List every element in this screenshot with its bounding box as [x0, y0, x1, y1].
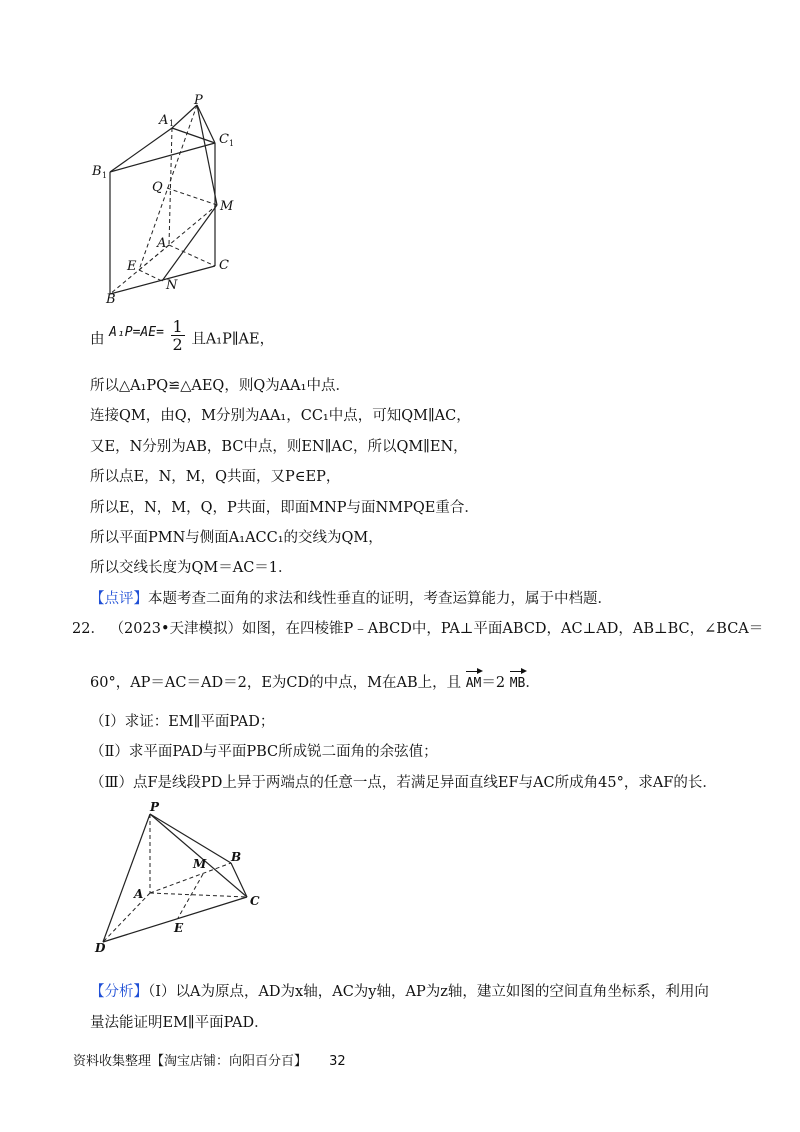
- question-3: （Ⅲ）点F是线段PD上异于两端点的任意一点，若满足异面直线EF与AC所成角45°，求AF的长．: [90, 775, 717, 791]
- label-C2: C: [250, 894, 260, 908]
- analysis-tag: 【分析】: [90, 984, 148, 1000]
- proof-line-1: 由 A₁P=AE= $\frac{1}{2}$ 且A₁P∥AE，: [90, 317, 275, 354]
- proof-line-3: 连接QM，由Q，M分别为AA₁，CC₁中点，可知QM∥AC，: [90, 408, 471, 424]
- problem-stem-1: 22． （2023•天津模拟）如图，在四棱锥P﹣ABCD中，PA⊥平面ABCD，AC⊥AD，AB⊥BC，∠BCA＝: [72, 621, 764, 637]
- page-footer: [73, 1050, 346, 1069]
- label-D2: D: [95, 941, 106, 955]
- proof-line-5: 所以点E，N，M，Q共面，又P∈EP，: [90, 469, 341, 485]
- svg-text:1: 1: [169, 119, 175, 128]
- label-C1: C: [219, 132, 229, 147]
- question-2: （Ⅱ）求平面PAD与平面PBC所成锐二面角的余弦值；: [90, 744, 438, 760]
- proof-line-4: 又E，N分别为AB，BC中点，则EN∥AC，所以QM∥EN，: [90, 439, 468, 455]
- label-B: B: [106, 292, 116, 307]
- label-B2: B: [231, 850, 242, 864]
- label-B1: B: [92, 164, 102, 179]
- analysis-line-1: 【分析】（Ⅰ）以A为原点，AD为x轴，AC为y轴，AP为z轴，建立如图的空间直角坐标系，利用向: [90, 984, 709, 1000]
- prism-figure: [85, 90, 255, 310]
- svg-text:1: 1: [102, 171, 108, 180]
- proof-line-7: 所以平面PMN与侧面A₁ACC₁的交线为QM，: [90, 530, 383, 546]
- label-M2: M: [193, 857, 207, 871]
- problem-number: 22．: [72, 621, 105, 637]
- label-M: M: [220, 199, 234, 214]
- footer-text: 资料收集整理【淘宝店铺：向阳百分百】: [73, 1054, 308, 1069]
- pyramid-figure: [88, 795, 268, 955]
- analysis-line-2: 量法能证明EM∥平面PAD．: [90, 1015, 269, 1031]
- problem-stem-2: 60°，AP＝AC＝AD＝2，E为CD的中点，M在AB上，且 AM＝2 MB．: [90, 675, 540, 691]
- proof-line-6: 所以E，N，M，Q，P共面，即面MNP与面NMPQE重合．: [90, 500, 479, 516]
- label-Q: Q: [152, 180, 163, 195]
- label-A2: A: [134, 887, 144, 901]
- label-E2: E: [174, 921, 184, 935]
- vector-am: AM: [465, 676, 482, 691]
- proof-line-8: 所以交线长度为QM＝AC＝1．: [90, 560, 293, 576]
- label-N: N: [166, 278, 178, 293]
- label-E: E: [127, 259, 137, 274]
- label-A1: A: [159, 113, 169, 128]
- page-number: 32: [329, 1054, 346, 1069]
- comment-tag: 【点评】: [90, 591, 148, 607]
- label-A: A: [157, 236, 167, 251]
- label-C: C: [219, 258, 229, 273]
- problem-source: （2023•天津模拟）: [109, 621, 243, 637]
- question-1: （Ⅰ）求证：EM∥平面PAD；: [90, 714, 275, 730]
- comment-line: 【点评】本题考查二面角的求法和线性垂直的证明，考查运算能力，属于中档题．: [90, 591, 612, 607]
- proof-line-2: 所以△A₁PQ≌△AEQ，则Q为AA₁中点．: [90, 378, 350, 394]
- label-P: P: [194, 93, 203, 108]
- fraction-half: $\frac{1}{2}$: [172, 317, 183, 354]
- vector-mb: MB: [509, 676, 526, 691]
- label-P2: P: [150, 800, 160, 814]
- svg-text:1: 1: [229, 139, 235, 148]
